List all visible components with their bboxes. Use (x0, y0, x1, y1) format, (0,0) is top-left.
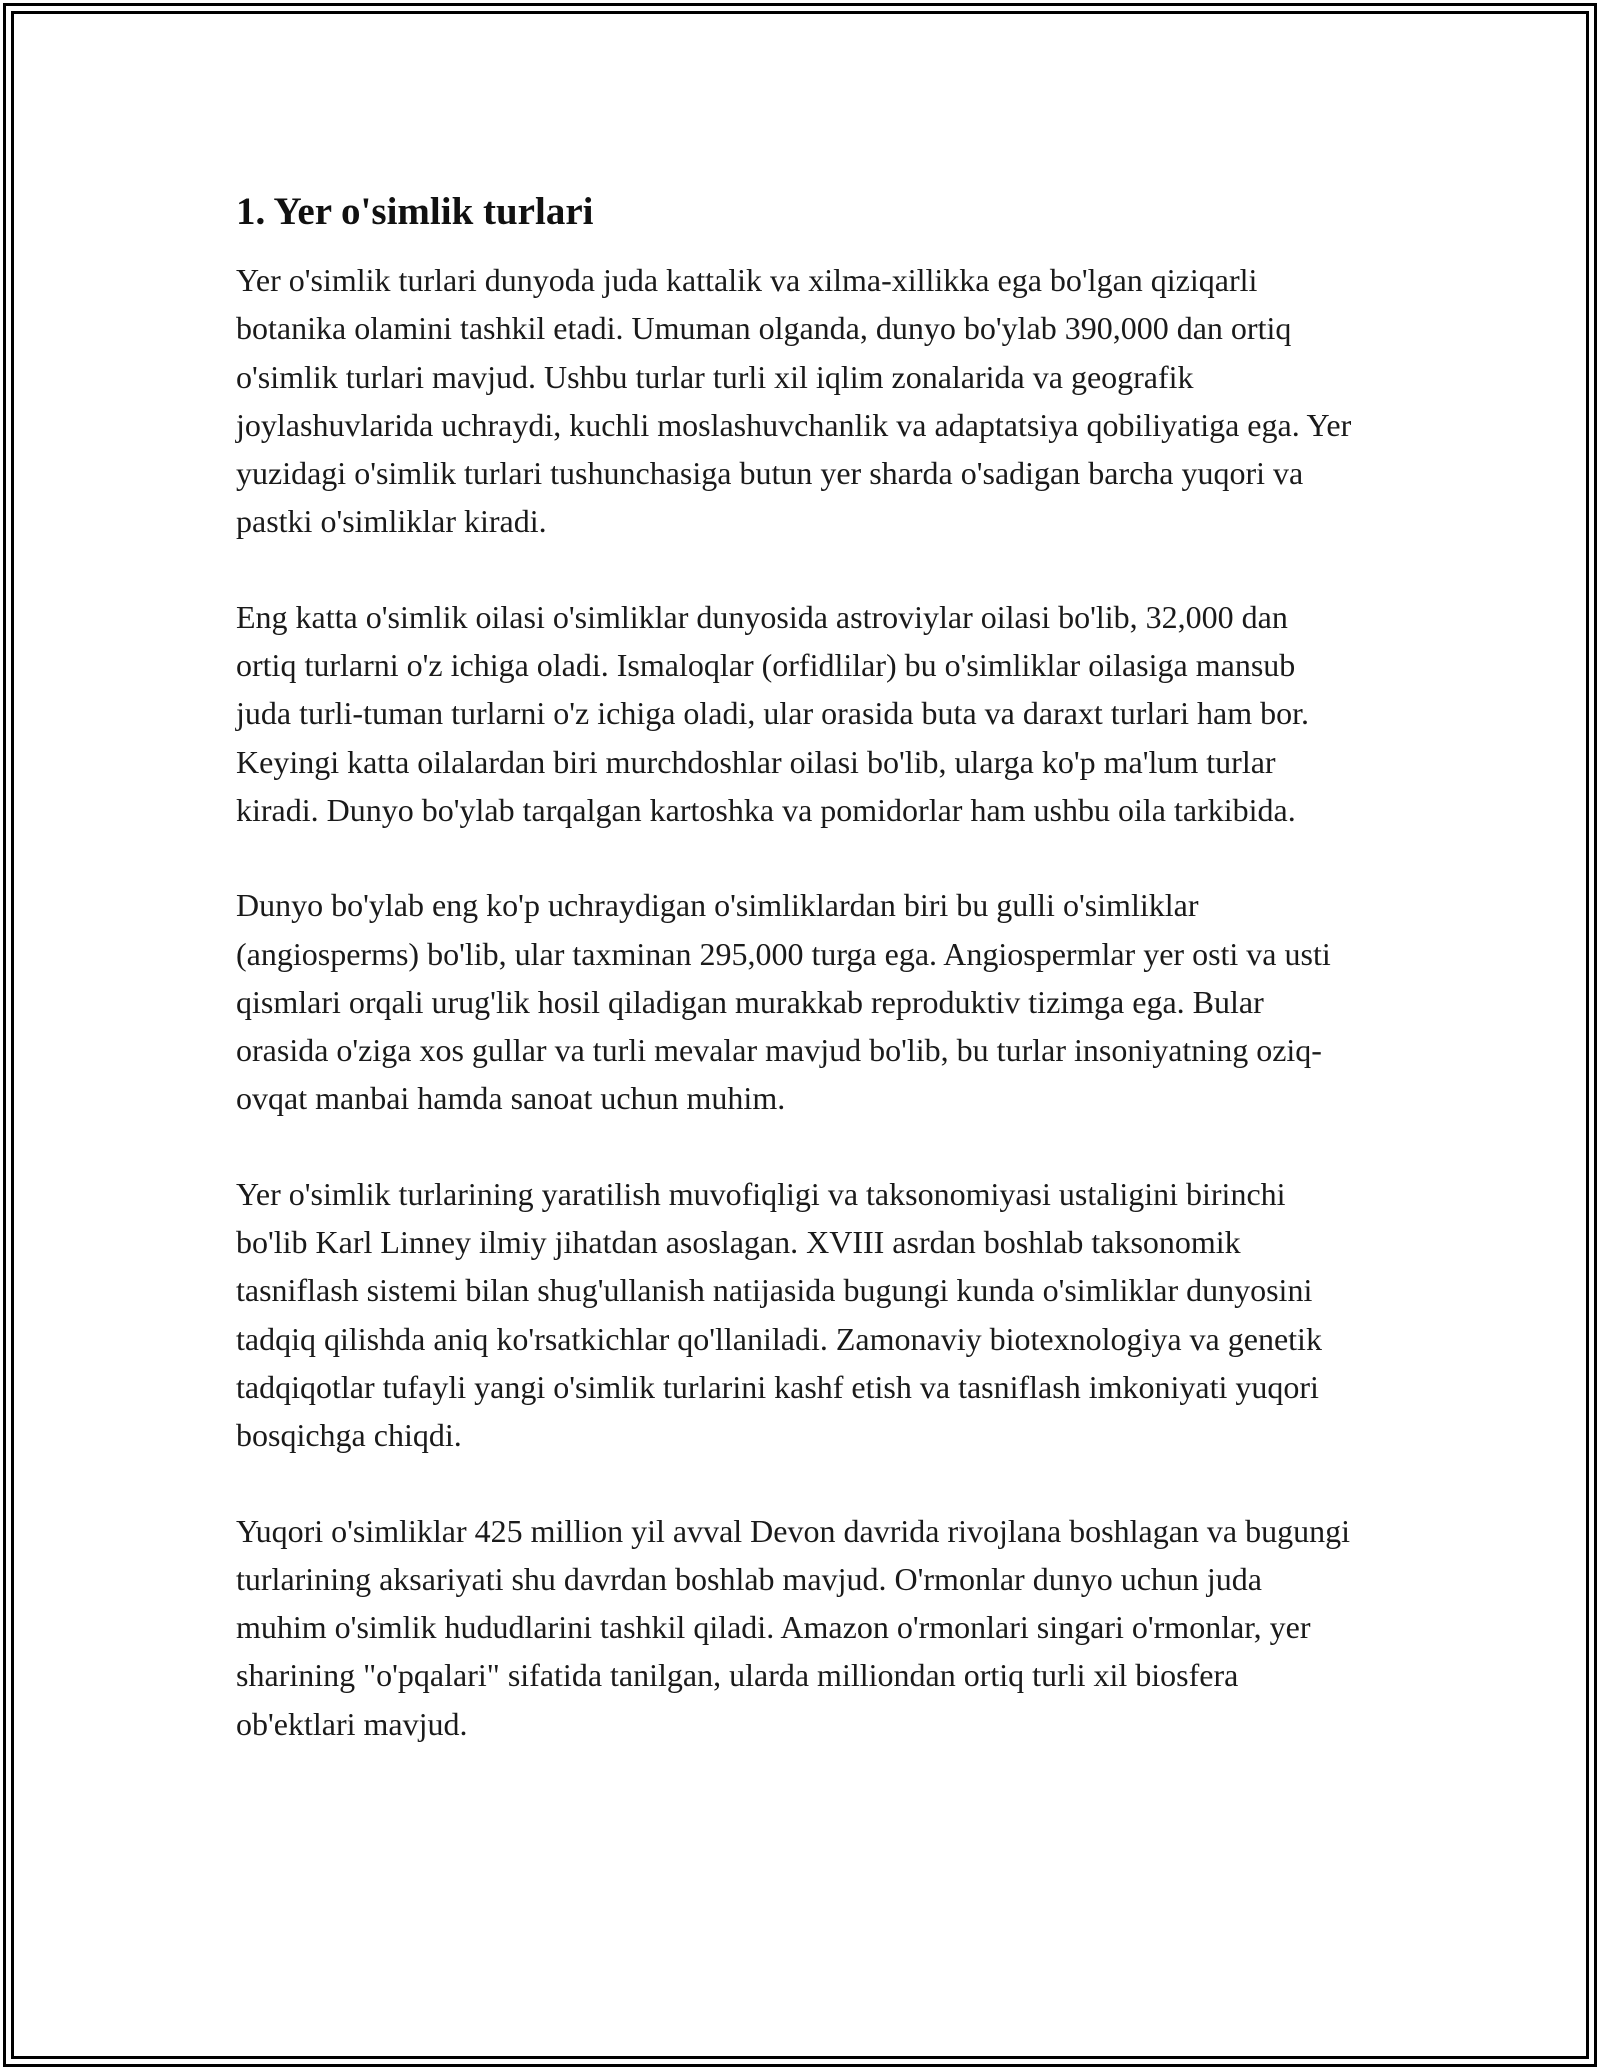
document-body (236, 186, 1356, 1748)
paragraph-5: Yuqori o'simliklar 425 million yil avval Devon davrida rivojlana boshlagan va bugungi turlarining aksariyati shu davrdan boshlab mavjud. O'rmonlar dunyo uchun juda muhim o'simlik hududlarini tashkil qiladi. Amazon o'rmonlari singari o'rmonlar, yer sharining "o'pqalari" sifatida tanilgan, ularda milliondan ortiq turli xil biosfera ob'ektlari mavjud. (236, 1512, 1351, 1742)
paragraph-2: Eng katta o'simlik oilasi o'simliklar dunyosida astroviylar oilasi bo'lib, 32,000 dan ortiq turlarni o'z ichiga oladi. Ismaloqlar (orfidlilar) bu o'simliklar oilasiga mansub juda turli-tuman turlarni o'z ichiga oladi, ular orasida buta va daraxt turlari ham bor. Keyingi katta oilalardan biri murchdoshlar oilasi bo'lib, ularga ko'p ma'lum turlar kiradi. Dunyo bo'ylab tarqalgan kartoshka va pomidorlar ham ushbu oila tarkibida. (236, 598, 1309, 828)
section-heading: 1. Yer o'simlik turlari (236, 190, 594, 233)
paragraph-1: Yer o'simlik turlari dunyoda juda kattalik va xilma-xillikka ega bo'lgan qiziqarli botanika olamini tashkil etadi. Umuman olganda, dunyo bo'ylab 390,000 dan ortiq o'simlik turlari mavjud. Ushbu turlar turli xil iqlim zonalarida va geografik joylashuvlarida uchraydi, kuchli moslashuvchanlik va adaptatsiya qobiliyatiga ega. Yer yuzidagi o'simlik turlari tushunchasiga butun yer sharda o'sadigan barcha yuqori va pastki o'simliklar kiradi. (236, 262, 1352, 540)
paragraph-3: Dunyo bo'ylab eng ko'p uchraydigan o'simliklardan biri bu gulli o'simliklar (angiosperms) bo'lib, ular taxminan 295,000 turga ega. Angiospermlar yer osti va usti qismlari orqali urug'lik hosil qiladigan murakkab reproduktiv tizimga ega. Bular orasida o'ziga xos gullar va turli mevalar mavjud bo'lib, bu turlar insoniyatning oziq-ovqat manbai hamda sanoat uchun muhim. (236, 887, 1331, 1117)
paragraph-4: Yer o'simlik turlarining yaratilish muvofiqligi va taksonomiyasi ustaligini birinchi bo'lib Karl Linney ilmiy jihatdan asoslagan. XVIII asrdan boshlab taksonomik tasniflash sistemi bilan shug'ullanish natijasida bugungi kunda o'simliklar dunyosini tadqiq qilishda aniq ko'rsatkichlar qo'llaniladi. Zamonaviy biotexnologiya va genetik tadqiqotlar tufayli yangi o'simlik turlarini kashf etish va tasniflash imkoniyati yuqori bosqichga chiqdi. (236, 1175, 1322, 1454)
